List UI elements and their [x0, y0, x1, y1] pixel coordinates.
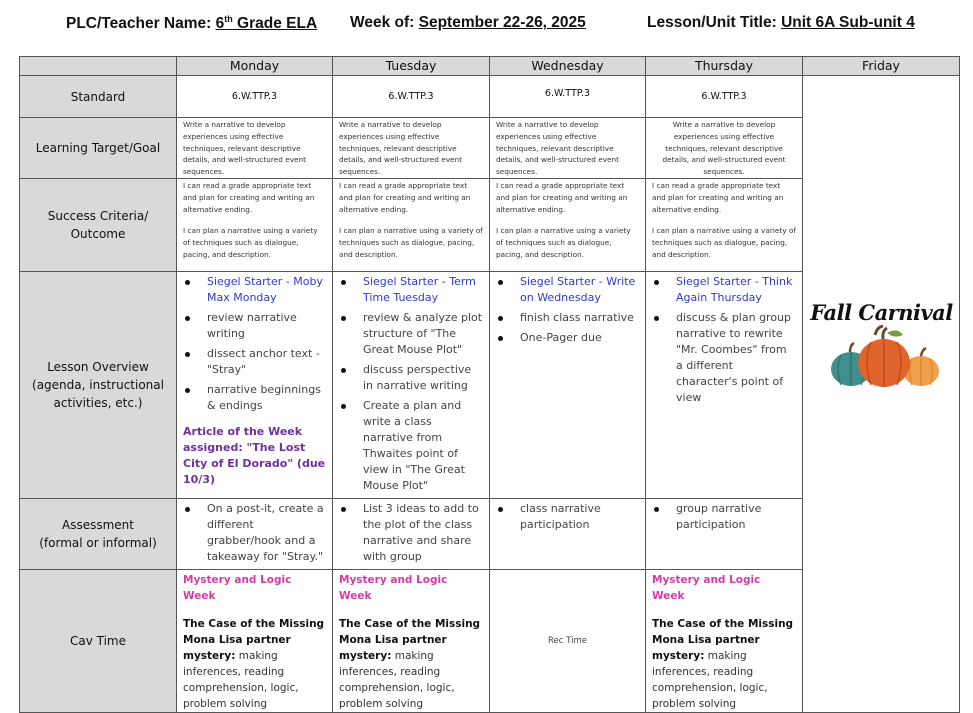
plc-label: PLC/Teacher Name: — [66, 15, 212, 33]
list-item: dissect anchor text - "Stray" — [207, 346, 326, 378]
cav-heading: Mystery and Logic Week — [183, 573, 292, 602]
list-item: finish class narrative — [520, 310, 639, 326]
week-value: September 22-26, 2025 — [418, 14, 586, 31]
list-item: On a post-it, create a different grabber/hook and a takeaway for "Stray." — [207, 501, 326, 565]
fall-carnival-caption: Fall Carnival — [810, 300, 953, 325]
day-tuesday: Tuesday — [333, 57, 490, 76]
learning-target-thursday: Write a narrative to develop experiences using effective techniques, relevant descriptive details, and well-structured event sequences. — [646, 118, 803, 179]
list-item: narrative beginnings & endings — [207, 382, 326, 414]
lesson-overview-wednesday — [490, 271, 646, 498]
list-item: Siegel Starter - Moby Max Monday — [207, 274, 326, 306]
week-label: Week of: — [350, 14, 415, 31]
learning-target-tuesday: Write a narrative to develop experiences using effective techniques, relevant descriptive details, and well-structured event sequences. — [333, 118, 490, 179]
day-thursday: Thursday — [646, 57, 803, 76]
success-criteria-monday: I can read a grade appropriate text and plan for creating and writing an alternative ending. I can plan a narrative using a variety of techniques such as dialogue, pacing, and description. — [177, 178, 333, 271]
cav-activity: The Case of the Missing Mona Lisa partner mystery: making inferences, reading comprehension, logic, problem solving — [339, 617, 481, 710]
cav-time-tuesday — [333, 569, 490, 712]
success-criteria-wednesday: I can read a grade appropriate text and plan for creating and writing an alternative ending. I can plan a narrative using a variety of techniques such as dialogue, pacing, and description. — [490, 178, 646, 271]
cav-activity: The Case of the Missing Mona Lisa partner mystery: making inferences, reading comprehension, logic, problem solving — [183, 617, 325, 710]
standard-thursday: 6.W.TTP.3 — [646, 76, 803, 118]
list-item: Siegel Starter - Think Again Thursday — [676, 274, 796, 306]
standard-wednesday: 6.W.TTP.3 — [490, 76, 646, 118]
assessment-thursday — [646, 498, 803, 569]
list-item: discuss & plan group narrative to rewrite "Mr. Coombes" from a different character's point of view — [676, 310, 796, 406]
standard-monday: 6.W.TTP.3 — [177, 76, 333, 118]
success-criteria-thursday: I can read a grade appropriate text and plan for creating and writing an alternative ending. I can plan a narrative using a variety of techniques such as dialogue, pacing, and description. — [646, 178, 803, 271]
row-label-assessment: Assessment (formal or informal) — [20, 498, 177, 569]
cav-time-monday — [177, 569, 333, 712]
list-item: Create a plan and write a class narrative from Thwaites point of view in "The Great Mouse Plot" — [363, 398, 483, 494]
list-item: class narrative participation — [520, 501, 639, 533]
assessment-tuesday — [333, 498, 490, 569]
list-item: review narrative writing — [207, 310, 326, 342]
success-criteria-tuesday: I can read a grade appropriate text and plan for creating and writing an alternative ending. I can plan a narrative using a variety of techniques such as dialogue, pacing, and description. — [333, 178, 490, 271]
lesson-plan-table — [19, 56, 960, 713]
assessment-monday — [177, 498, 333, 569]
day-friday: Friday — [803, 57, 960, 76]
page-header — [0, 12, 973, 36]
learning-target-wednesday: Write a narrative to develop experiences using effective techniques, relevant descriptive details, and well-structured event sequences. — [490, 118, 646, 179]
corner-cell — [20, 57, 177, 76]
list-item: Siegel Starter - Write on Wednesday — [520, 274, 639, 306]
friday-column — [803, 76, 960, 713]
list-item: group narrative participation — [676, 501, 796, 533]
teacher-name: 6th Grade ELA — [215, 14, 318, 33]
lesson-label: Lesson/Unit Title: — [647, 14, 777, 31]
lesson-value: Unit 6A Sub-unit 4 — [781, 14, 915, 31]
lesson-overview-monday — [177, 271, 333, 498]
cav-heading: Mystery and Logic Week — [652, 573, 761, 602]
day-monday: Monday — [177, 57, 333, 76]
teacher-info — [66, 14, 317, 33]
list-item: One-Pager due — [520, 330, 639, 346]
article-of-the-week: Article of the Week assigned: "The Lost City of El Dorado" (due 10/3) — [183, 424, 326, 486]
lesson-overview-tuesday — [333, 271, 490, 498]
lesson-info — [647, 14, 915, 32]
cav-heading: Mystery and Logic Week — [339, 573, 448, 602]
row-label-cav-time: Cav Time — [20, 569, 177, 712]
cav-time-wednesday: Rec Time — [490, 569, 646, 712]
day-wednesday: Wednesday — [490, 57, 646, 76]
cav-time-thursday — [646, 569, 803, 712]
fall-carnival-image — [803, 300, 960, 393]
row-label-standard: Standard — [20, 76, 177, 118]
lesson-overview-thursday — [646, 271, 803, 498]
row-label-success-criteria: Success Criteria/ Outcome — [20, 178, 177, 271]
list-item: Siegel Starter - Term Time Tuesday — [363, 274, 483, 306]
list-item: discuss perspective in narrative writing — [363, 362, 483, 394]
row-label-learning-target: Learning Target/Goal — [20, 118, 177, 179]
standard-row — [20, 76, 960, 118]
week-info — [350, 14, 586, 32]
list-item: List 3 ideas to add to the plot of the class narrative and share with group — [363, 501, 483, 565]
day-header-row — [20, 57, 960, 76]
learning-target-monday: Write a narrative to develop experiences using effective techniques, relevant descriptive details, and well-structured event sequences. — [177, 118, 333, 179]
row-label-lesson-overview: Lesson Overview (agenda, instructional activities, etc.) — [20, 271, 177, 498]
pumpkins-icon — [817, 325, 947, 389]
list-item: review & analyze plot structure of "The Great Mouse Plot" — [363, 310, 483, 356]
cav-activity: The Case of the Missing Mona Lisa partner mystery: making inferences, reading comprehension, logic, problem solving — [652, 617, 794, 710]
standard-tuesday: 6.W.TTP.3 — [333, 76, 490, 118]
assessment-wednesday — [490, 498, 646, 569]
